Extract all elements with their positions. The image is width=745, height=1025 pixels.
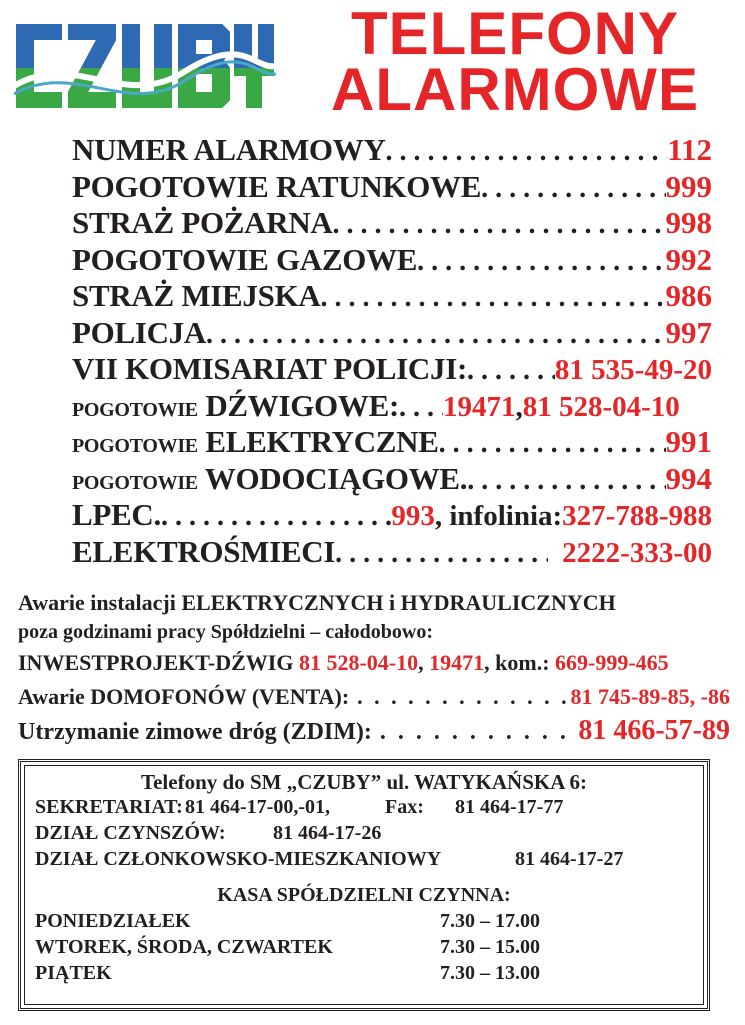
hours-row: PIĄTEK 7.30 – 13.00 (35, 962, 540, 984)
inwestprojekt-line: INWESTPROJEKT-DŹWIG 81 528-04-10, 19471, kom.: 669-999-465 (18, 650, 669, 675)
phone-number: 998 (665, 205, 712, 240)
czuby-logo (14, 10, 276, 122)
phone-number: 81 528-04-10 (522, 390, 680, 423)
list-item: STRAŻ POŻARNA . . . 998 (72, 205, 712, 242)
list-item: POGOTOWIE RATUNKOWE . . . 999 (72, 169, 712, 206)
failures-section (18, 588, 730, 749)
phone-number: 2222-333-00 (562, 536, 712, 569)
list-item: POGOTOWIE DŹWIGOWE: . . . 19471 , 81 528-04-10 (72, 388, 712, 425)
list-item: POGOTOWIE ELEKTRYCZNE . . . 991 (72, 424, 712, 461)
phone-number: 81 528-04-10 (298, 650, 419, 675)
title-line-2: ALARMOWE (331, 56, 699, 123)
box-heading: Telefony do SM „CZUBY” ul. WATYKAŃSKA 6: (141, 770, 587, 794)
emergency-numbers-list (72, 132, 712, 570)
phone-number: 993 (391, 500, 435, 532)
poster-title (300, 0, 730, 123)
phone-number: 997 (665, 314, 712, 350)
list-item: POLICJA . . . 997 (72, 315, 712, 352)
phone-number: 669-999-465 (555, 650, 669, 675)
cooperative-contacts-box (18, 759, 710, 1011)
list-item: POGOTOWIE WODOCIĄGOWE. . . . 994 (72, 461, 712, 498)
phone-number: 994 (665, 460, 712, 496)
phone-number: 81 466-57-89 (578, 715, 730, 746)
phone-number: 992 (665, 241, 712, 277)
phone-number: 81 535-49-20 (554, 354, 712, 386)
phone-number: 986 (665, 278, 712, 313)
phone-number: 19471 (429, 650, 485, 675)
list-item: LPEC. . . . 993 , infolinia: 327-788-988 (72, 497, 712, 534)
sekretariat-line: SEKRETARIAT: 81 464-17-00,-01, Fax: 81 464-17-77 (35, 796, 564, 818)
zdim-line: Utrzymanie zimowe dróg (ZDIM): . . . 81 466-57-89 (18, 714, 730, 749)
failures-subheading: poza godzinami pracy Spółdzielni – całodobowo: (18, 621, 434, 643)
czynsze-line: DZIAŁ CZYNSZÓW: 81 464-17-26 (35, 822, 382, 844)
list-item: ELEKTROŚMIECI . . . 2222-333-00 (72, 534, 712, 571)
phone-number: 112 (667, 132, 712, 167)
title-line-1: TELEFONY (350, 0, 679, 67)
failures-heading: Awarie instalacji ELEKTRYCZNYCH i HYDRAULICZNYCH (18, 590, 616, 615)
hours-row: PONIEDZIAŁEK 7.30 – 17.00 (35, 910, 540, 932)
phone-number: 999 (665, 168, 712, 204)
phone-number: 19471 (442, 390, 516, 423)
phone-number: 81 745-89-85, -86 (570, 684, 730, 709)
czlonkowski-line: DZIAŁ CZŁONKOWSKO-MIESZKANIOWY 81 464-17-27 (35, 848, 624, 870)
cashier-heading: KASA SPÓŁDZIELNI CZYNNA: (217, 884, 511, 906)
list-item: STRAŻ MIEJSKA . . . 986 (72, 278, 712, 315)
domofon-line: Awarie DOMOFONÓW (VENTA): . . . 81 745-89-85, -86 (18, 680, 730, 714)
hours-row: WTOREK, ŚRODA, CZWARTEK 7.30 – 15.00 (35, 936, 540, 958)
phone-number: 991 (665, 424, 712, 459)
phone-number: 327-788-988 (562, 500, 712, 532)
list-item: NUMER ALARMOWY . . . 112 (72, 132, 712, 169)
list-item: VII KOMISARIAT POLICJI: . . . 81 535-49-20 (72, 351, 712, 388)
list-item: POGOTOWIE GAZOWE . . . 992 (72, 242, 712, 279)
